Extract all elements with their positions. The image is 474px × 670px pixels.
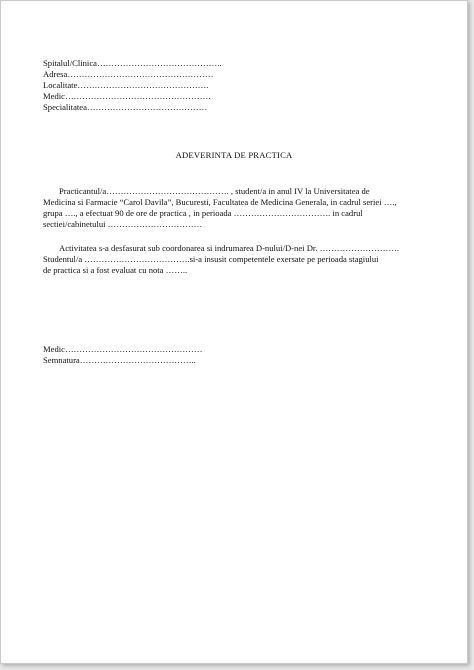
- document-title: ADEVERINTA DE PRACTICA: [175, 150, 293, 160]
- signature-block: [43, 344, 303, 366]
- medic-signature-line: Medic…………………………………………: [43, 344, 203, 354]
- paragraph-line: de practica si a fost evaluat cu nota ……..: [43, 265, 188, 275]
- locality-line: Localitate……………………………………….: [43, 80, 209, 90]
- paragraph-line: Practicantul/a……………………………………. , student/a in anul IV la Universitatea de: [59, 186, 370, 196]
- signature-line: Semnatura…………………………………..: [43, 355, 196, 365]
- paragraph-line: sectiei/cabinetului ……………………………: [43, 219, 203, 229]
- hospital-info-block: [43, 58, 303, 113]
- address-line: Adresa……………………………………………: [43, 69, 214, 79]
- paragraph-line: grupa …., a efectuat 90 de ore de practica , in perioada ……………………………. in cadrul: [43, 208, 363, 218]
- paragraph-line: Studentul/a ……………………………….si-a insusit competentele exersate pe perioada stagiului: [43, 254, 379, 264]
- evaluation-paragraph: [43, 243, 415, 276]
- paragraph-line: Medicina si Farmacie “Carol Davila”, Bucuresti, Facultatea de Medicina Generala, in cadrul seriei ….,: [43, 197, 397, 207]
- practice-paragraph: [43, 186, 415, 230]
- specialty-line: Specialitatea……………………………………: [43, 102, 208, 112]
- hospital-clinic-line: Spitalul/Clinica……………………………………..: [43, 58, 222, 68]
- medic-line: Medic……………………………………………: [43, 91, 212, 101]
- paragraph-line: Activitatea s-a desfasurat sub coordonarea si indrumarea D-nului/D-nei Dr. ……………………….: [59, 243, 400, 253]
